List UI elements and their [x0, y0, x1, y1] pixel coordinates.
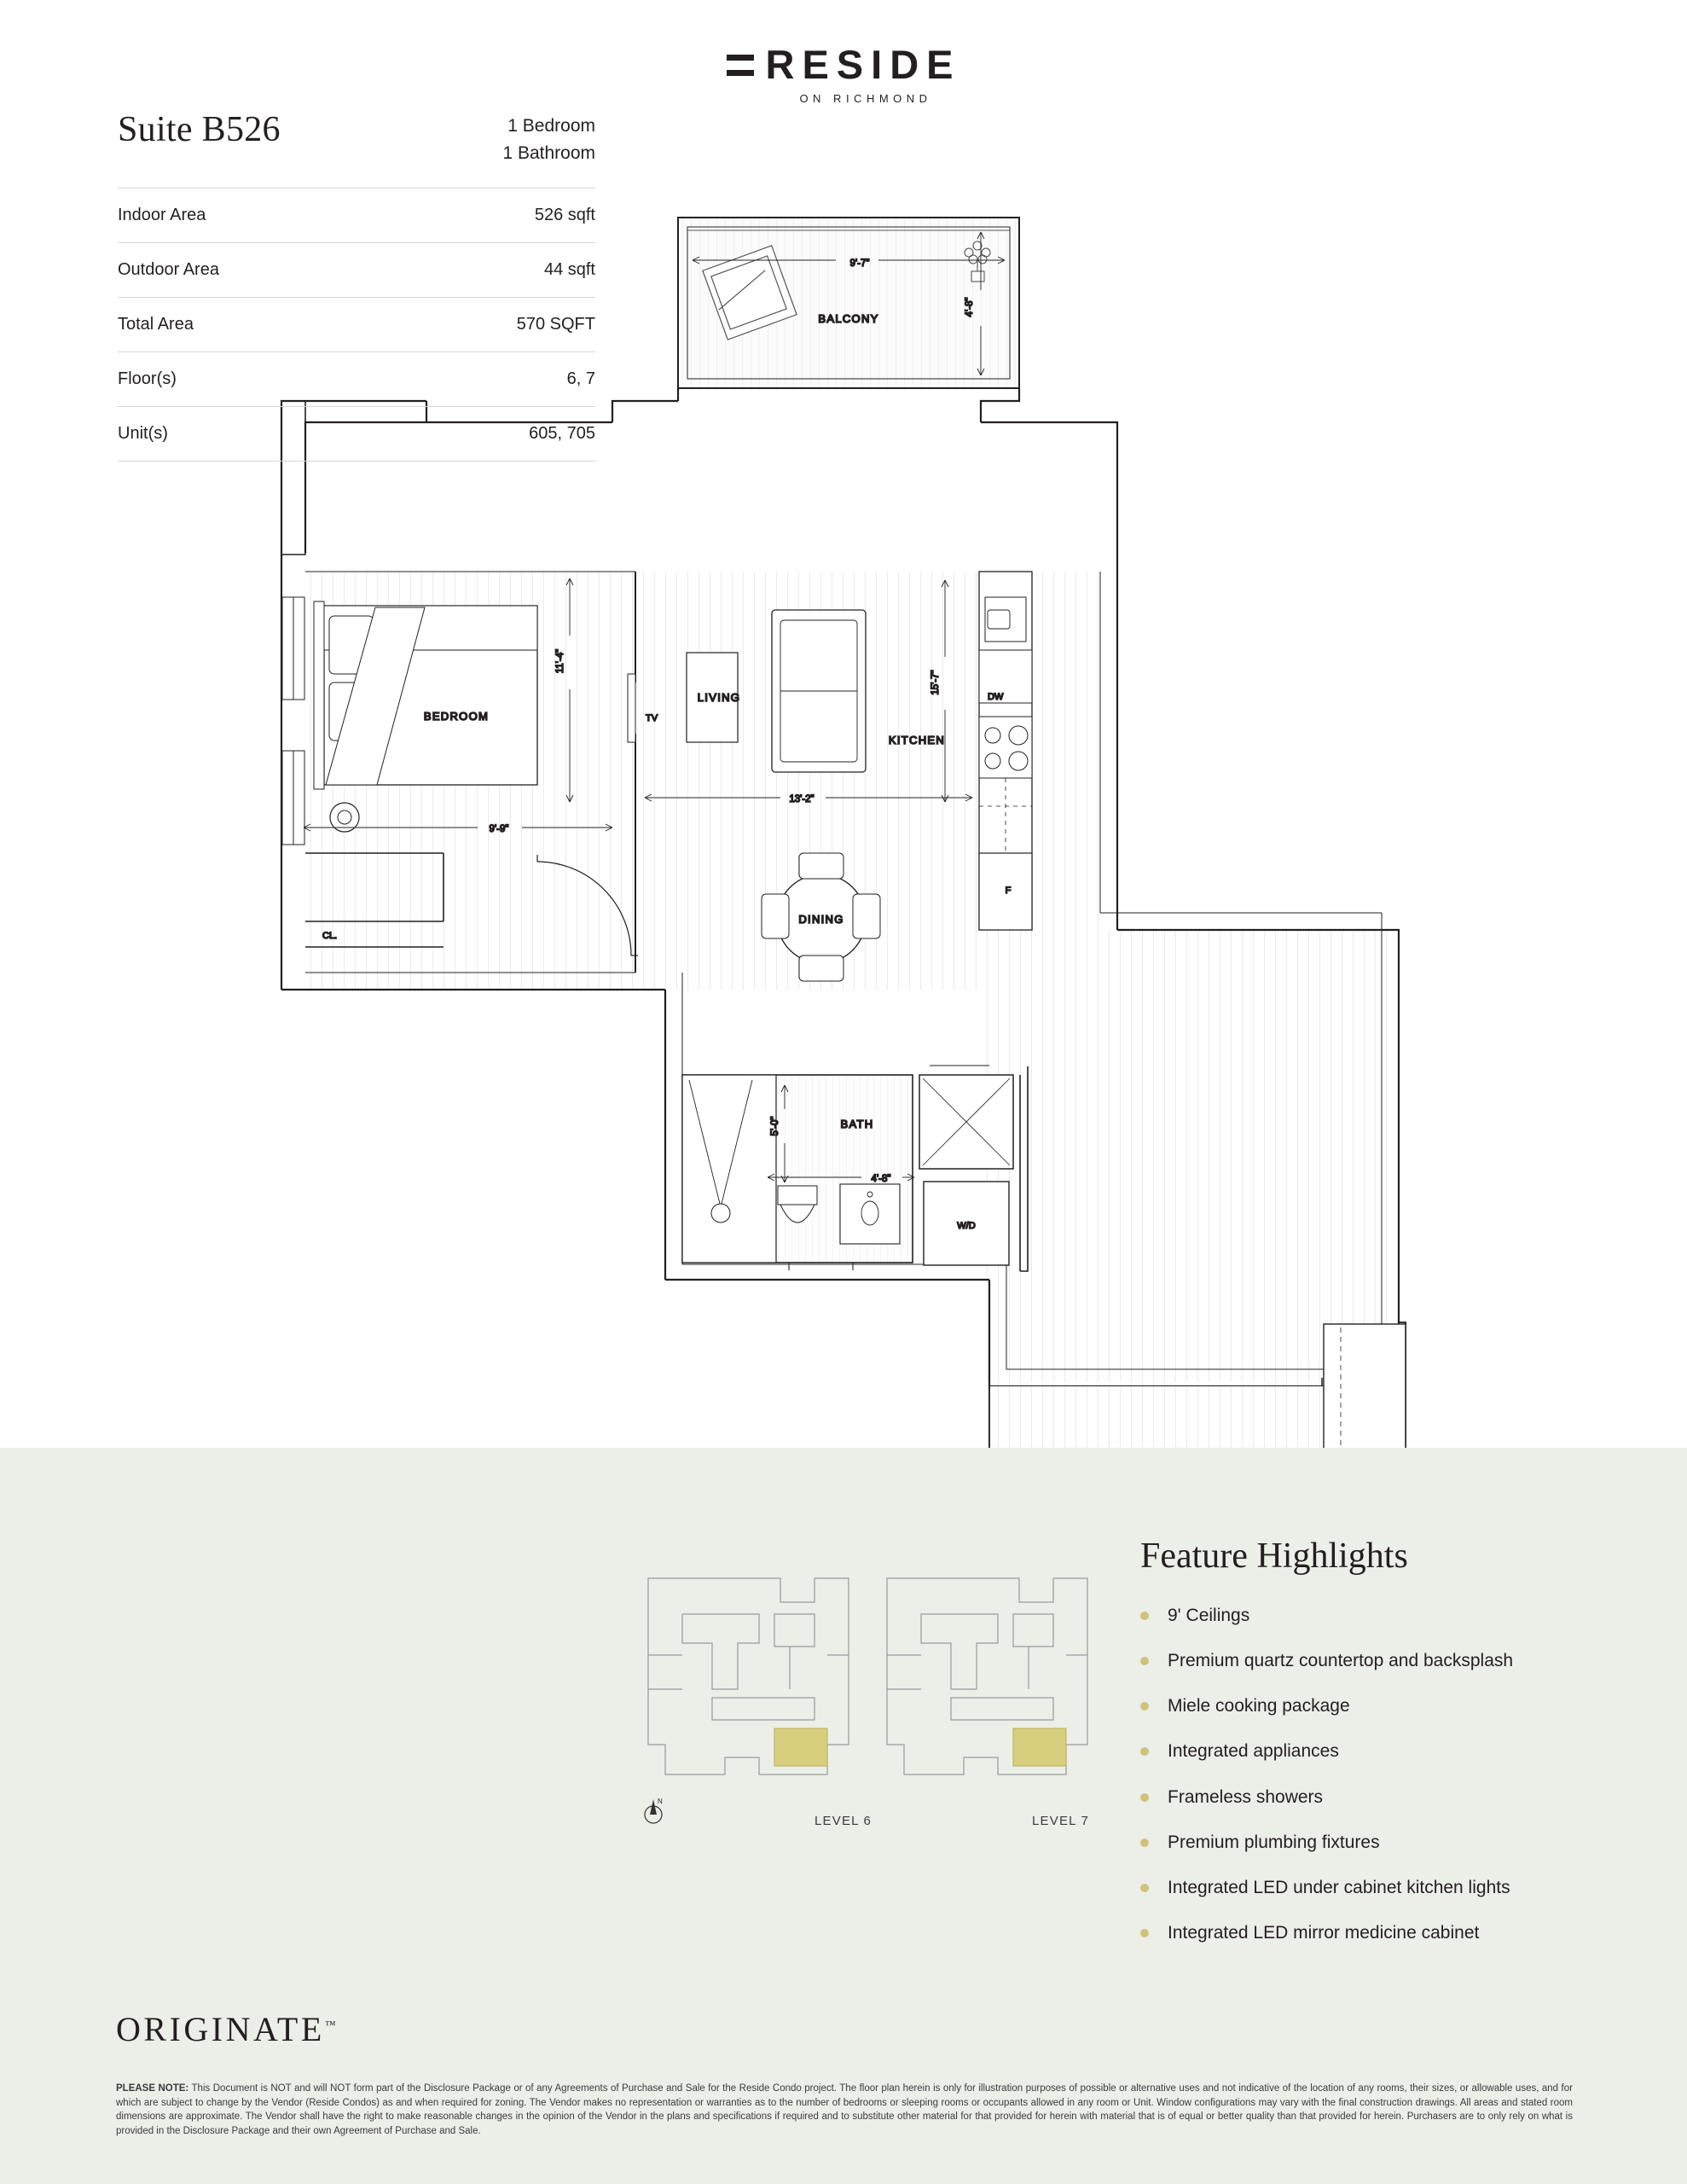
- label-dishwasher: DW: [988, 692, 1004, 702]
- table-row: [118, 352, 595, 407]
- features-title: Feature Highlights: [1140, 1536, 1408, 1576]
- spec-value: 526 sqft: [386, 189, 595, 243]
- feature-highlights: [1140, 1536, 1635, 1968]
- spec-value: 44 sqft: [386, 243, 595, 298]
- brand-tagline: ON RICHMOND: [799, 92, 932, 105]
- dim-living-width: 13'-2": [789, 794, 815, 804]
- label-closet-bedroom: CL.: [322, 931, 338, 941]
- dim-balcony-width: 9'-7": [849, 258, 870, 269]
- feature-label: Integrated appliances: [1168, 1741, 1339, 1762]
- feature-label: Integrated LED under cabinet kitchen lights: [1168, 1877, 1510, 1897]
- brand-logo: [0, 0, 1687, 105]
- room-kitchen: [979, 572, 1032, 930]
- feature-label: Integrated LED mirror medicine cabinet: [1168, 1922, 1480, 1943]
- dim-bedroom-width: 9'-9": [489, 824, 509, 834]
- keyplan-highlight-level7: [1013, 1728, 1066, 1766]
- spec-label: Outdoor Area: [118, 243, 386, 298]
- disclaimer-text: [116, 2082, 1573, 2139]
- bullet-icon: [1140, 1929, 1149, 1937]
- trademark-symbol: ™: [324, 2018, 336, 2031]
- bullet-icon: [1140, 1612, 1149, 1620]
- dim-bedroom-length: 11'-4": [555, 648, 565, 674]
- suite-bed-bath: [502, 113, 595, 166]
- keyplan-label-level-7: LEVEL 7: [1032, 1814, 1090, 1828]
- suite-summary: [118, 109, 595, 462]
- dim-bath-depth: 5'-0": [770, 1116, 780, 1136]
- table-row: [118, 243, 595, 298]
- disclaimer-body: This Document is NOT and will NOT form part of the Disclosure Package or of any Agreements of Purchase and Sale for the Reside Condo project. The floor plan herein is only for illustration purposes of possible or alternative uses and not indicative of the location of any rooms, their sizes, or allowable uses, and for which are subject to change by the Vendor (Reside Condos) as and when required for zoning. The Vendor makes no representation or warranties as to the number of bedrooms or sleeping rooms or occupants allowed in any room or Unit. Window configurations may vary with the final construction drawings. All areas and stated room dimensions are approximate. The Vendor shall have the right to make reasonable changes in the opinion of the Vendor in the plans and specifications if required and to substitute other material for that provided for herein with material that is of equal or better quality than that provided for herein. Purchasers are to only rely on what is provided in the Disclosure Package and their own Agreement of Purchase and Sale.: [116, 2083, 1573, 2137]
- svg-text:N: N: [658, 1798, 663, 1805]
- bullet-icon: [1140, 1657, 1149, 1665]
- dim-bath-width: 4'-8": [871, 1174, 891, 1184]
- spec-label: Indoor Area: [118, 189, 386, 243]
- list-item: [1140, 1878, 1635, 1898]
- bullet-icon: [1140, 1702, 1149, 1711]
- logo-bars-icon: [727, 55, 754, 76]
- logo-lockup: [727, 42, 961, 87]
- suite-bathrooms: 1 Bathroom: [502, 142, 595, 163]
- dim-living-depth: 15'-7": [930, 670, 941, 695]
- label-washer-dryer: W/D: [957, 1221, 976, 1231]
- spec-label: Floor(s): [118, 352, 386, 407]
- feature-label: Miele cooking package: [1168, 1696, 1350, 1716]
- suite-bedrooms: 1 Bedroom: [507, 116, 595, 136]
- disclaimer-lead: PLEASE NOTE:: [116, 2083, 189, 2094]
- keyplan-label-level-6: LEVEL 6: [815, 1814, 872, 1828]
- list-item: [1140, 1787, 1635, 1808]
- room-label-living: LIVING: [697, 691, 741, 704]
- label-tv: TV: [646, 713, 658, 723]
- developer-logo: [116, 2009, 336, 2049]
- room-label-kitchen: KITCHEN: [888, 734, 946, 746]
- feature-label: Premium plumbing fixtures: [1168, 1832, 1380, 1852]
- brand-name: RESIDE: [765, 42, 961, 87]
- spec-value: 605, 705: [386, 407, 595, 462]
- list-item: [1140, 1696, 1635, 1716]
- developer-name: ORIGINATE: [116, 2010, 325, 2048]
- spec-label: Total Area: [118, 298, 386, 352]
- dim-balcony-depth: 4'-8": [965, 297, 975, 317]
- list-item: [1140, 1651, 1635, 1671]
- spec-label: Unit(s): [118, 407, 386, 462]
- feature-label: Premium quartz countertop and backsplash: [1168, 1651, 1514, 1671]
- feature-label: 9' Ceilings: [1168, 1606, 1250, 1625]
- keyplan-highlight-level6: [774, 1728, 827, 1766]
- spec-value: 570 SQFT: [386, 298, 595, 352]
- north-arrow-icon: [641, 1796, 667, 1825]
- label-fridge: F: [1005, 886, 1012, 896]
- room-label-bedroom: BEDROOM: [423, 710, 490, 723]
- bullet-icon: [1140, 1838, 1149, 1847]
- suite-title: Suite B526: [118, 110, 281, 149]
- spec-value: 6, 7: [386, 352, 595, 407]
- room-label-balcony: BALCONY: [818, 312, 879, 325]
- room-label-bath: BATH: [840, 1118, 874, 1130]
- feature-label: Frameless showers: [1168, 1786, 1324, 1807]
- bullet-icon: [1140, 1747, 1149, 1756]
- suite-spec-table: [118, 188, 595, 462]
- table-row: [118, 298, 595, 352]
- list-item: [1140, 1606, 1635, 1626]
- table-row: [118, 407, 595, 462]
- list-item: [1140, 1923, 1635, 1943]
- key-plan: [631, 1561, 1109, 1851]
- room-bath: [682, 1075, 913, 1263]
- list-item: [1140, 1741, 1635, 1762]
- list-item: [1140, 1833, 1635, 1853]
- room-label-dining: DINING: [798, 913, 844, 926]
- bullet-icon: [1140, 1793, 1149, 1802]
- table-row: [118, 189, 595, 243]
- bullet-icon: [1140, 1884, 1149, 1892]
